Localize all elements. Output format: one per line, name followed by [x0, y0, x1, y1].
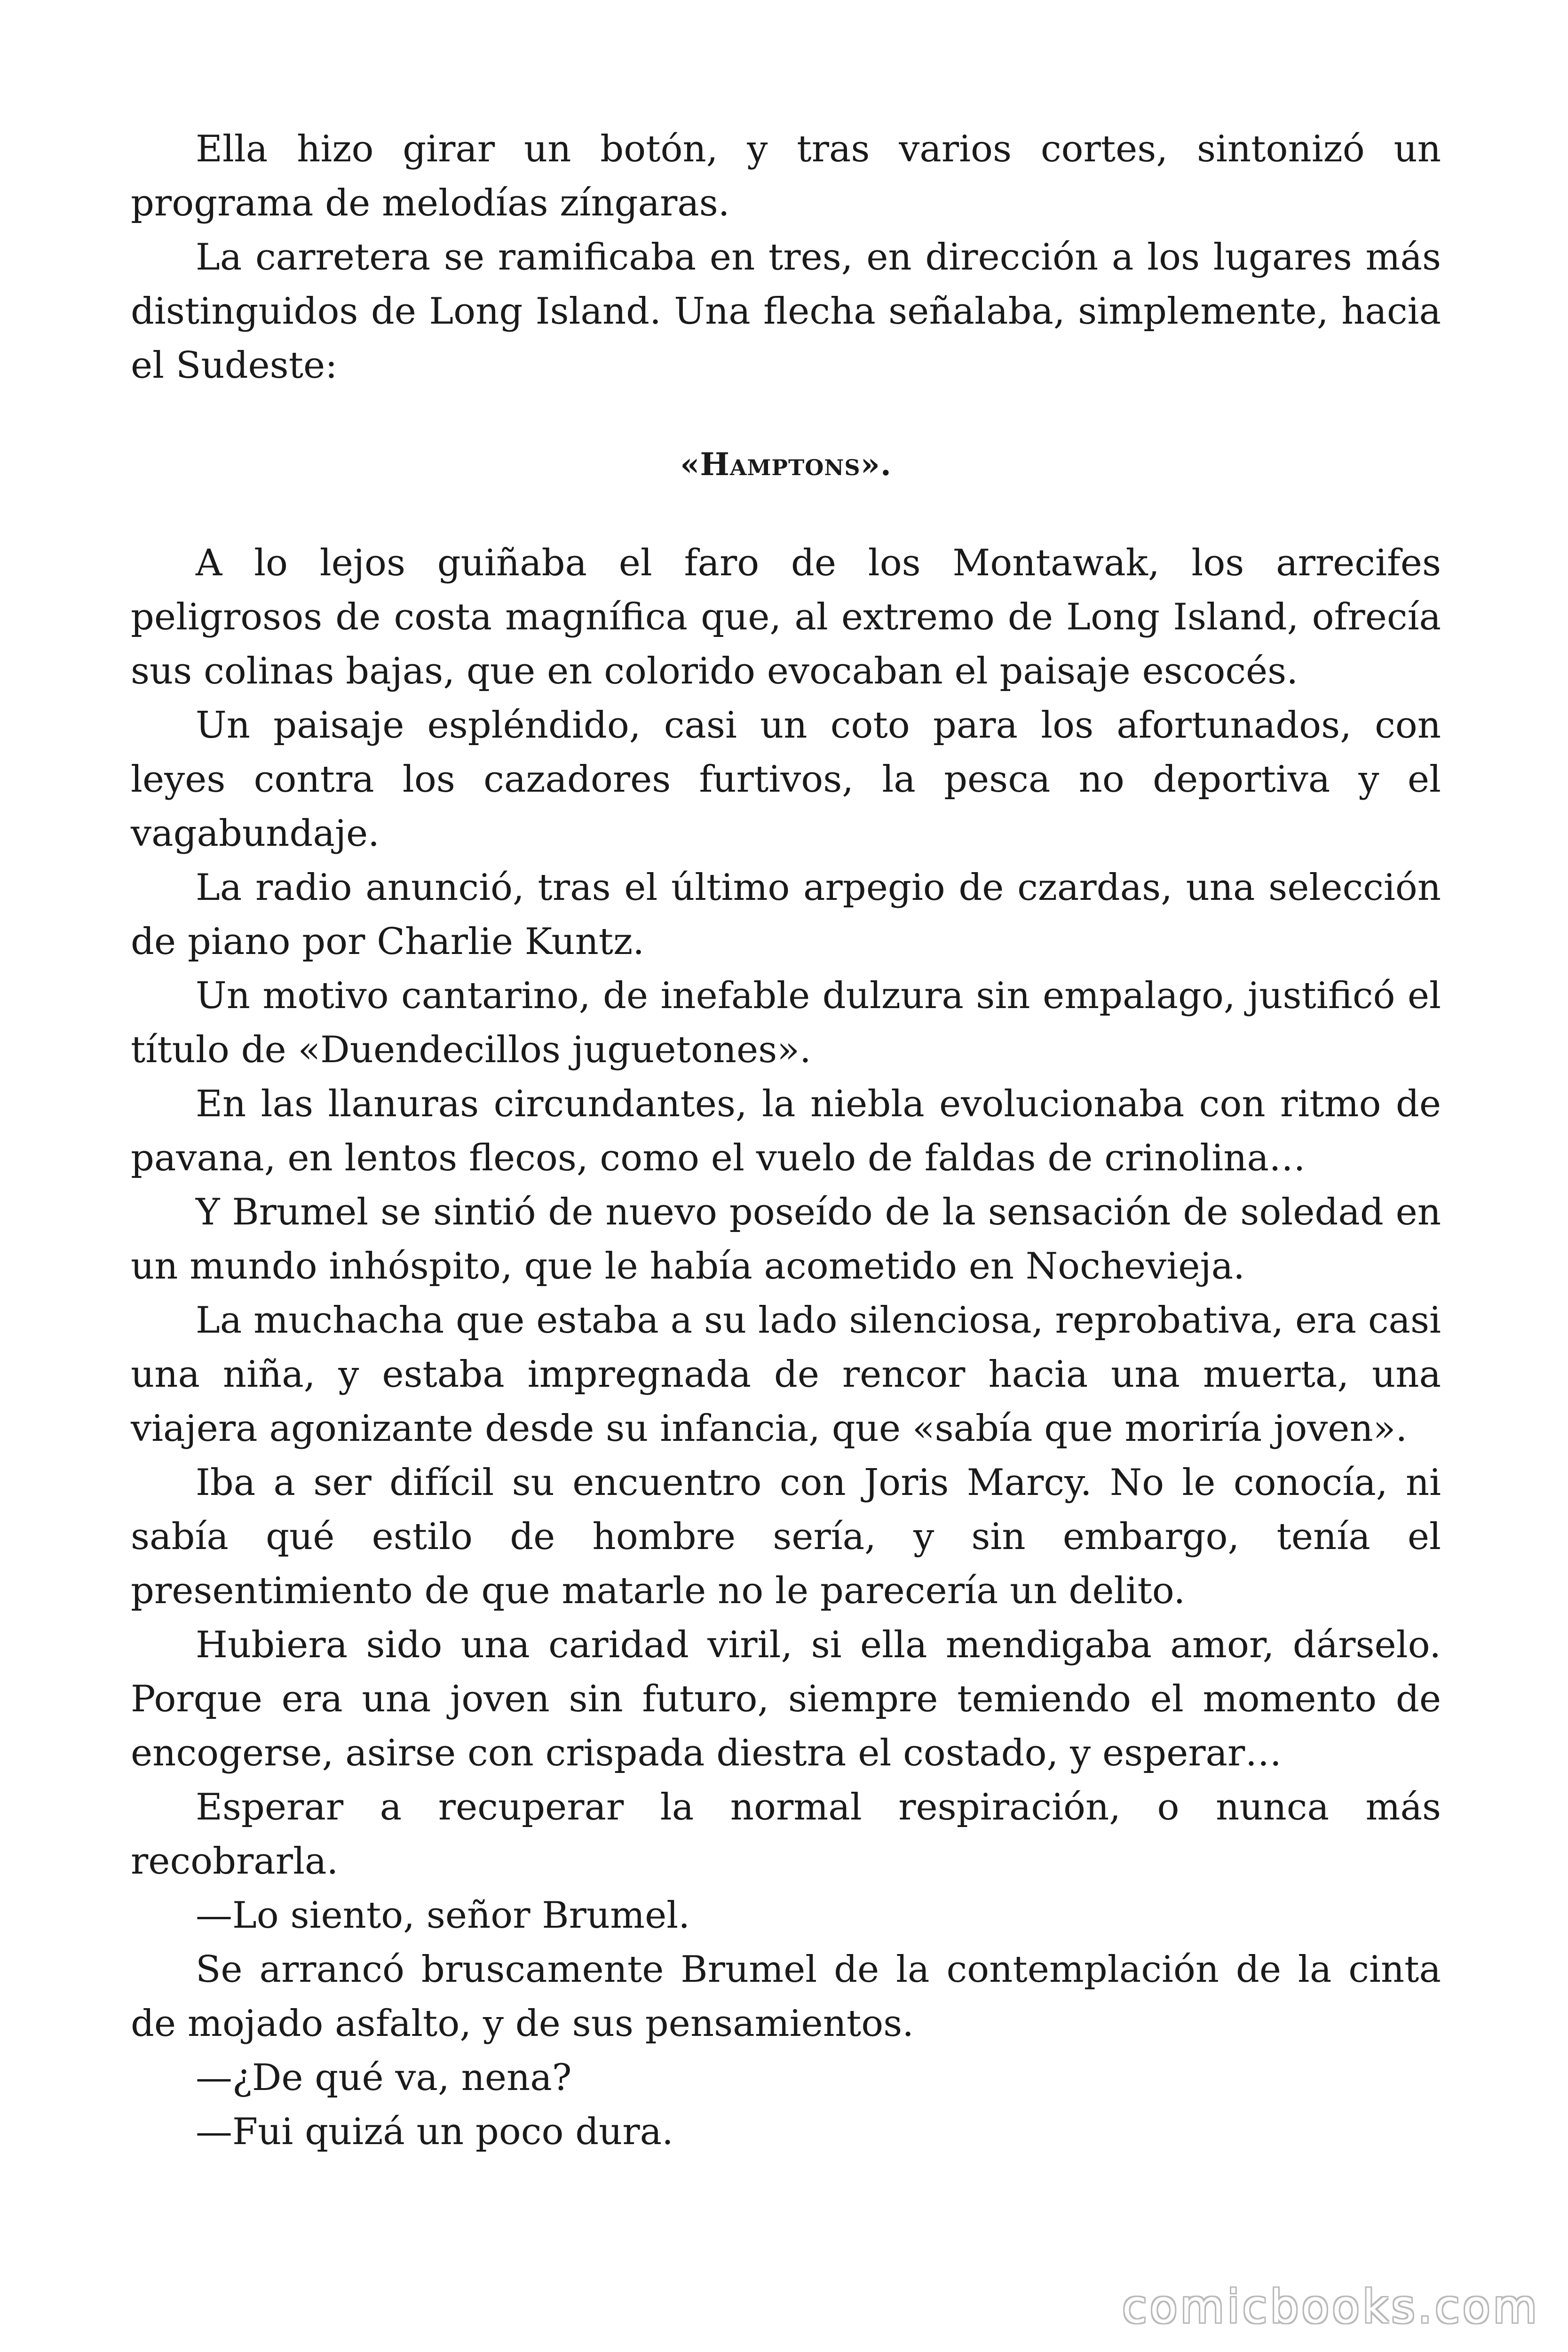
paragraph: Ella hizo girar un botón, y tras varios cortes, sintonizó un programa de melodías zíngaras.	[131, 128, 1441, 224]
paragraph: Un paisaje espléndido, casi un coto para los afortunados, con leyes contra los cazadores furtivos, la pesca no deportiva y el vagabundaje.	[131, 704, 1441, 855]
paragraph: Un motivo cantarino, de inefable dulzura sin empalago, justificó el título de «Duendecillos juguetones».	[131, 975, 1441, 1071]
dialogue-line: —Lo siento, señor Brumel.	[196, 1894, 690, 1937]
paragraph: La radio anunció, tras el último arpegio de czardas, una selección de piano por Charlie Kuntz.	[131, 866, 1441, 963]
paragraph: Hubiera sido una caridad viril, si ella mendigaba amor, dárselo. Porque era una joven sin futuro, siempre temiendo el momento de encogerse, asirse con crispada diestra el costado, y esperar…	[131, 1624, 1441, 1774]
paragraph: Iba a ser difícil su encuentro con Joris Marcy. No le conocía, ni sabía qué estilo de hombre sería, y sin embargo, tenía el presentimiento de que matarle no le parecería un delito.	[131, 1462, 1441, 1612]
watermark-logo: comicbooks.com	[1122, 2280, 1540, 2333]
paragraph: Esperar a recuperar la normal respiración, o nunca más recobrarla.	[131, 1786, 1441, 1883]
book-page	[131, 122, 1441, 2159]
section-heading: «Hamptons».	[680, 446, 892, 483]
paragraph: En las llanuras circundantes, la niebla evolucionaba con ritmo de pavana, en lentos flecos, como el vuelo de faldas de crinolina…	[131, 1083, 1441, 1179]
paragraph: La muchacha que estaba a su lado silenciosa, reprobativa, era casi una niña, y estaba impregnada de rencor hacia una muerta, una viajera agonizante desde su infancia, que «sabía que moriría joven».	[131, 1299, 1441, 1450]
paragraph: A lo lejos guiñaba el faro de los Montawak, los arrecifes peligrosos de costa magnífica que, al extremo de Long Island, ofrecía sus colinas bajas, que en colorido evocaban el paisaje escocés.	[131, 542, 1441, 692]
paragraph: Se arrancó bruscamente Brumel de la contemplación de la cinta de mojado asfalto, y de sus pensamientos.	[131, 1948, 1441, 2045]
dialogue-line: —¿De qué va, nena?	[196, 2057, 572, 2099]
dialogue-line: —Fui quizá un poco dura.	[196, 2111, 673, 2153]
paragraph: Y Brumel se sintió de nuevo poseído de la sensación de soledad en un mundo inhóspito, que le había acometido en Nochevieja.	[131, 1191, 1441, 1287]
paragraph: La carretera se ramificaba en tres, en dirección a los lugares más distinguidos de Long Island. Una flecha señalaba, simplemente, hacia el Sudeste:	[131, 236, 1441, 387]
